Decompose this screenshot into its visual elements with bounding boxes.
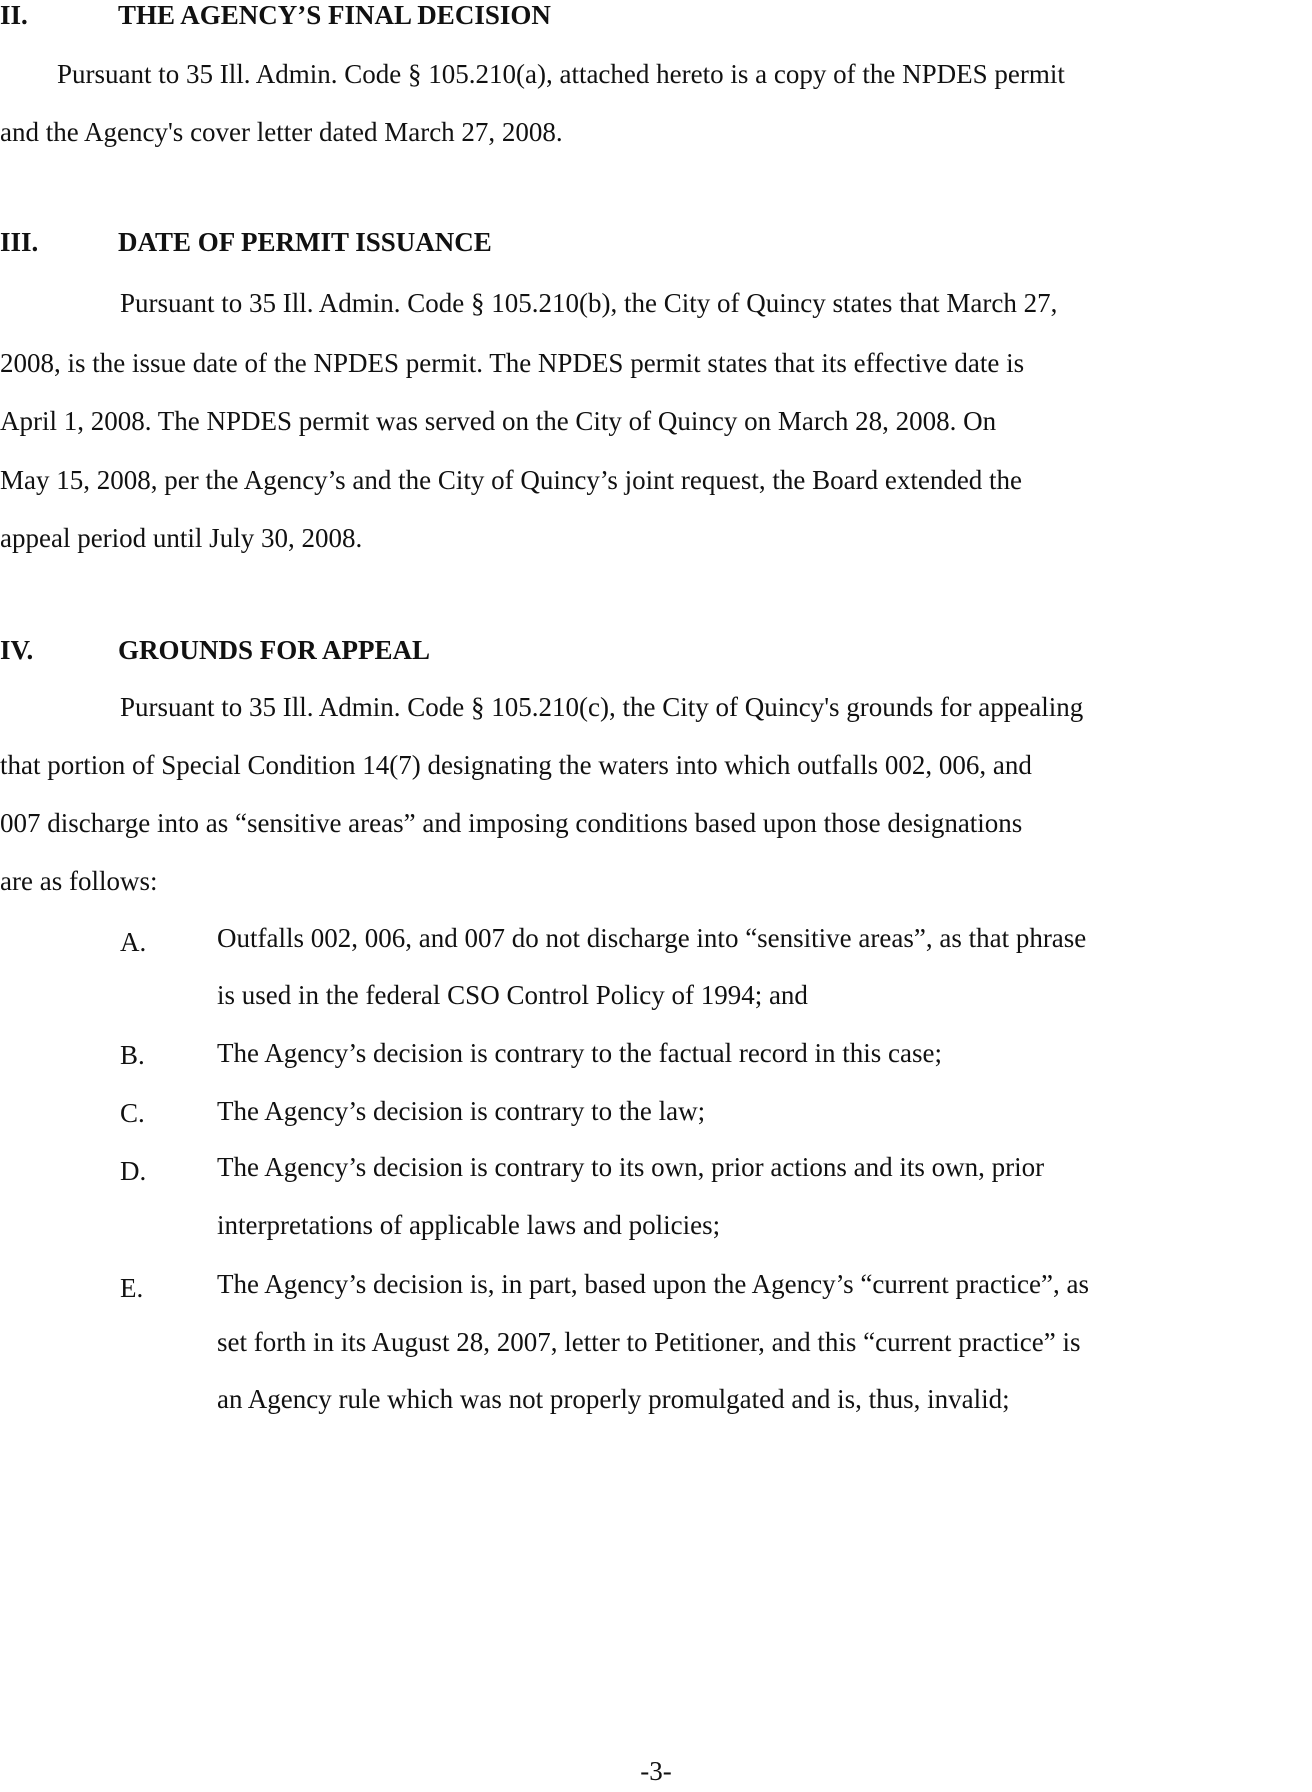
list-item-line: The Agency’s decision is contrary to the factual record in this case;	[217, 1038, 943, 1068]
paragraph-line: Pursuant to 35 Ill. Admin. Code § 105.210(a), attached hereto is a copy of the NPDES permit	[57, 59, 1065, 89]
paragraph-line: are as follows:	[0, 866, 158, 896]
list-item-line: The Agency’s decision is, in part, based upon the Agency’s “current practice”, as	[217, 1269, 1089, 1299]
section-title: DATE OF PERMIT ISSUANCE	[118, 227, 492, 257]
paragraph-line: Pursuant to 35 Ill. Admin. Code § 105.210(c), the City of Quincy's grounds for appealing	[120, 692, 1084, 722]
section-number: II.	[0, 0, 28, 30]
section-heading-ii	[0, 0, 551, 31]
list-item-line: set forth in its August 28, 2007, letter to Petitioner, and this “current practice” is	[217, 1327, 1081, 1357]
section-title: GROUNDS FOR APPEAL	[118, 635, 431, 665]
list-item-letter-c: C.	[120, 1098, 145, 1128]
paragraph-line: May 15, 2008, per the Agency’s and the City of Quincy’s joint request, the Board extended the	[0, 465, 1023, 495]
list-item-letter-a: A.	[120, 927, 147, 957]
section-heading-iii	[0, 227, 492, 258]
list-item-line: is used in the federal CSO Control Policy of 1994; and	[217, 980, 808, 1010]
section-number: IV.	[0, 635, 34, 665]
list-item-letter-e: E.	[120, 1273, 144, 1303]
list-item-letter-b: B.	[120, 1040, 145, 1070]
list-item-line: The Agency’s decision is contrary to the law;	[217, 1096, 706, 1126]
section-heading-iv	[0, 635, 430, 666]
list-item-line: an Agency rule which was not properly promulgated and is, thus, invalid;	[217, 1384, 1010, 1414]
paragraph-line: April 1, 2008. The NPDES permit was served on the City of Quincy on March 28, 2008. On	[0, 406, 997, 436]
list-item-line: interpretations of applicable laws and policies;	[217, 1210, 721, 1240]
paragraph-line: Pursuant to 35 Ill. Admin. Code § 105.210(b), the City of Quincy states that March 27,	[120, 288, 1058, 318]
list-item-line: Outfalls 002, 006, and 007 do not discharge into “sensitive areas”, as that phrase	[217, 923, 1087, 953]
list-item-letter-d: D.	[120, 1156, 147, 1186]
paragraph-line: and the Agency's cover letter dated March 27, 2008.	[0, 117, 563, 147]
section-title: THE AGENCY’S FINAL DECISION	[118, 0, 551, 30]
paragraph-line: appeal period until July 30, 2008.	[0, 523, 363, 553]
page-number: -3-	[640, 1756, 672, 1786]
paragraph-line: 2008, is the issue date of the NPDES permit. The NPDES permit states that its effective date is	[0, 348, 1025, 378]
paragraph-line: 007 discharge into as “sensitive areas” and imposing conditions based upon those designations	[0, 808, 1023, 838]
paragraph-line: that portion of Special Condition 14(7) designating the waters into which outfalls 002, 006, and	[0, 750, 1032, 780]
list-item-line: The Agency’s decision is contrary to its own, prior actions and its own, prior	[217, 1152, 1045, 1182]
section-number: III.	[0, 227, 39, 257]
